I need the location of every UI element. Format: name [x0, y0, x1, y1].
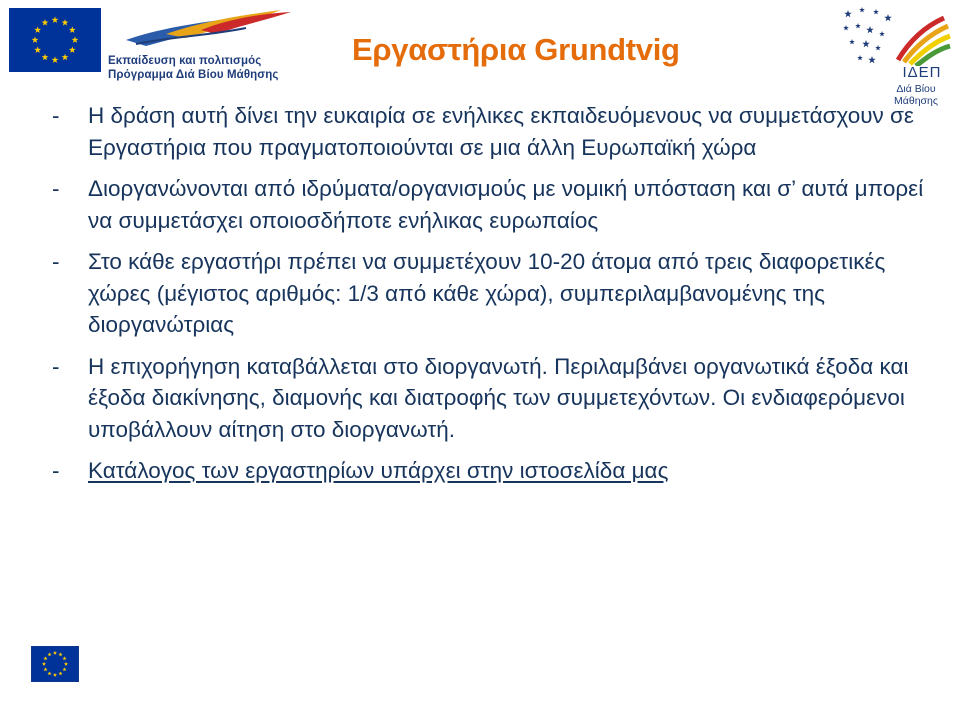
bullet-item: [52, 351, 942, 446]
bullet-item: [52, 173, 942, 236]
bullet-dash: -: [52, 249, 60, 274]
bullet-list: [52, 100, 942, 497]
star-icon: [873, 9, 879, 14]
bullet-dash: -: [52, 458, 60, 483]
idep-name: ΙΔΕΠ: [902, 64, 942, 81]
bullet-dash: -: [52, 103, 60, 128]
bullet-text: Η επιχορήγηση καταβάλλεται στο διοργανωτή. Περιλαμβάνει οργανωτικά έξοδα και έξοδα διακίνησης, διαμονής και διατροφής των συμμετεχόντων. Οι ενδιαφερόμενοι υποβάλλουν αίτηση στο διοργανωτή.: [88, 353, 909, 442]
bullet-item: [52, 455, 942, 487]
idep-logo: [840, 4, 952, 107]
star-icon: [875, 45, 881, 50]
bullet-item: [52, 100, 942, 163]
website-link[interactable]: Κατάλογος των εργαστηρίων υπάρχει στην ιστοσελίδα μας: [88, 458, 669, 483]
star-icon: [868, 56, 876, 63]
bullet-item: [52, 246, 942, 341]
star-icon: [866, 26, 874, 33]
star-icon: [855, 23, 861, 28]
idep-subtitle: Διά Βίου Μάθησης: [894, 83, 938, 107]
star-icon: [843, 25, 849, 30]
star-icon: [849, 39, 855, 44]
star-icon: [879, 31, 885, 36]
program-swoosh-icon: [106, 6, 296, 52]
program-logo: [106, 6, 296, 86]
bullet-text: Διοργανώνονται από ιδρύματα/οργανισμούς με νομική υπόσταση και σ’ αυτά μπορεί να συμμετάσχει οποιοσδήποτε ενήλικας ευρωπαίος: [88, 176, 924, 233]
bullet-text: Η δράση αυτή δίνει την ευκαιρία σε ενήλικες εκπαιδευόμενους να συμμετάσχουν σε Εργαστήρια που πραγματοποιούνται σε μια άλλη Ευρωπαϊκή χώρα: [88, 103, 914, 160]
eu-flag-footer-icon: [31, 646, 79, 682]
star-icon: [844, 10, 852, 17]
bullet-text: Στο κάθε εργαστήρι πρέπει να συμμετέχουν 10-20 άτομα από τρεις διαφορετικές χώρες (μέγιστος αριθμός: 1/3 από κάθε χώρα), συμπεριλαμβανομένης της διοργανώτριας: [88, 249, 886, 337]
star-icon: [862, 40, 870, 47]
star-icon: [859, 7, 865, 12]
eu-flag-logo: [9, 8, 101, 72]
star-icon: [857, 55, 863, 60]
program-subtitle: Πρόγραμμα Διά Βίου Μάθησης: [108, 69, 279, 81]
bullet-dash: -: [52, 176, 60, 201]
page-title: Εργαστήρια Grundtvig: [352, 32, 680, 67]
bullet-dash: -: [52, 353, 60, 379]
star-icon: [884, 14, 892, 21]
program-name: Εκπαίδευση και πολιτισμός: [108, 55, 262, 67]
idep-mark-icon: [840, 4, 952, 66]
